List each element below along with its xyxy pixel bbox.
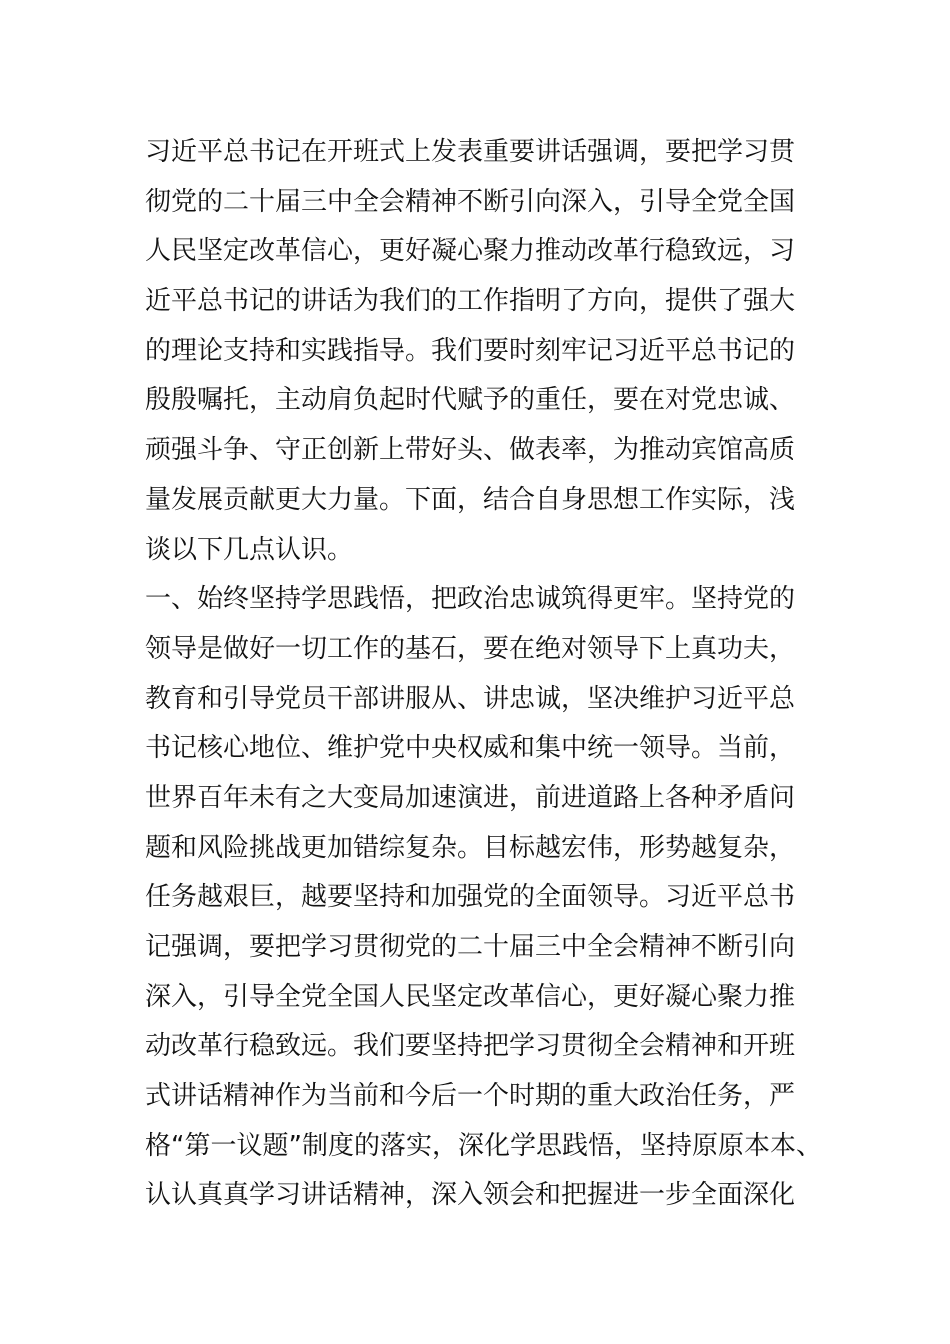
text-line: 格“第一议题”制度的落实，深化学思践悟，坚持原原本本、 [145, 1130, 822, 1161]
text-line: 的理论支持和实践指导。我们要时刻牢记习近平总书记的 [145, 335, 796, 366]
text-line: 彻党的二十届三中全会精神不断引向深入，引导全党全国 [145, 186, 796, 217]
text-line: 深入，引导全党全国人民坚定改革信心，更好凝心聚力推 [145, 981, 796, 1012]
text-line: 近平总书记的讲话为我们的工作指明了方向，提供了强大 [145, 286, 796, 317]
text-line: 世界百年未有之大变局加速演进，前进道路上各种矛盾问 [145, 782, 796, 813]
text-line: 书记核心地位、维护党中央权威和集中统一领导。当前， [145, 733, 796, 764]
text-line: 认认真真学习讲话精神，深入领会和把握进一步全面深化 [145, 1180, 796, 1211]
section-heading-line: 一、始终坚持学思践悟，把政治忠诚筑得更牢。坚持党的 [145, 584, 796, 615]
text-line: 记强调，要把学习贯彻党的二十届三中全会精神不断引向 [145, 932, 796, 962]
body-text [145, 128, 825, 1221]
text-line: 人民坚定改革信心，更好凝心聚力推动改革行稳致远，习 [145, 236, 796, 267]
text-line: 顽强斗争、守正创新上带好头、做表率，为推动宾馆高质 [145, 435, 796, 466]
text-line: 式讲话精神作为当前和今后一个时期的重大政治任务，严 [145, 1081, 796, 1112]
text-line: 领导是做好一切工作的基石，要在绝对领导下上真功夫， [145, 633, 796, 664]
text-line: 动改革行稳致远。我们要坚持把学习贯彻全会精神和开班 [145, 1031, 796, 1062]
text-line: 量发展贡献更大力量。下面，结合自身思想工作实际，浅 [145, 484, 796, 515]
text-line: 题和风险挑战更加错综复杂。目标越宏伟，形势越复杂， [145, 832, 796, 863]
text-line: 谈以下几点认识。 [145, 534, 354, 565]
text-line: 教育和引导党员干部讲服从、讲忠诚，坚决维护习近平总 [145, 683, 796, 714]
text-line: 任务越艰巨，越要坚持和加强党的全面领导。习近平总书 [145, 882, 796, 913]
text-line: 殷殷嘱托，主动肩负起时代赋予的重任，要在对党忠诚、 [145, 385, 796, 416]
text-line: 习近平总书记在开班式上发表重要讲话强调，要把学习贯 [145, 137, 796, 167]
